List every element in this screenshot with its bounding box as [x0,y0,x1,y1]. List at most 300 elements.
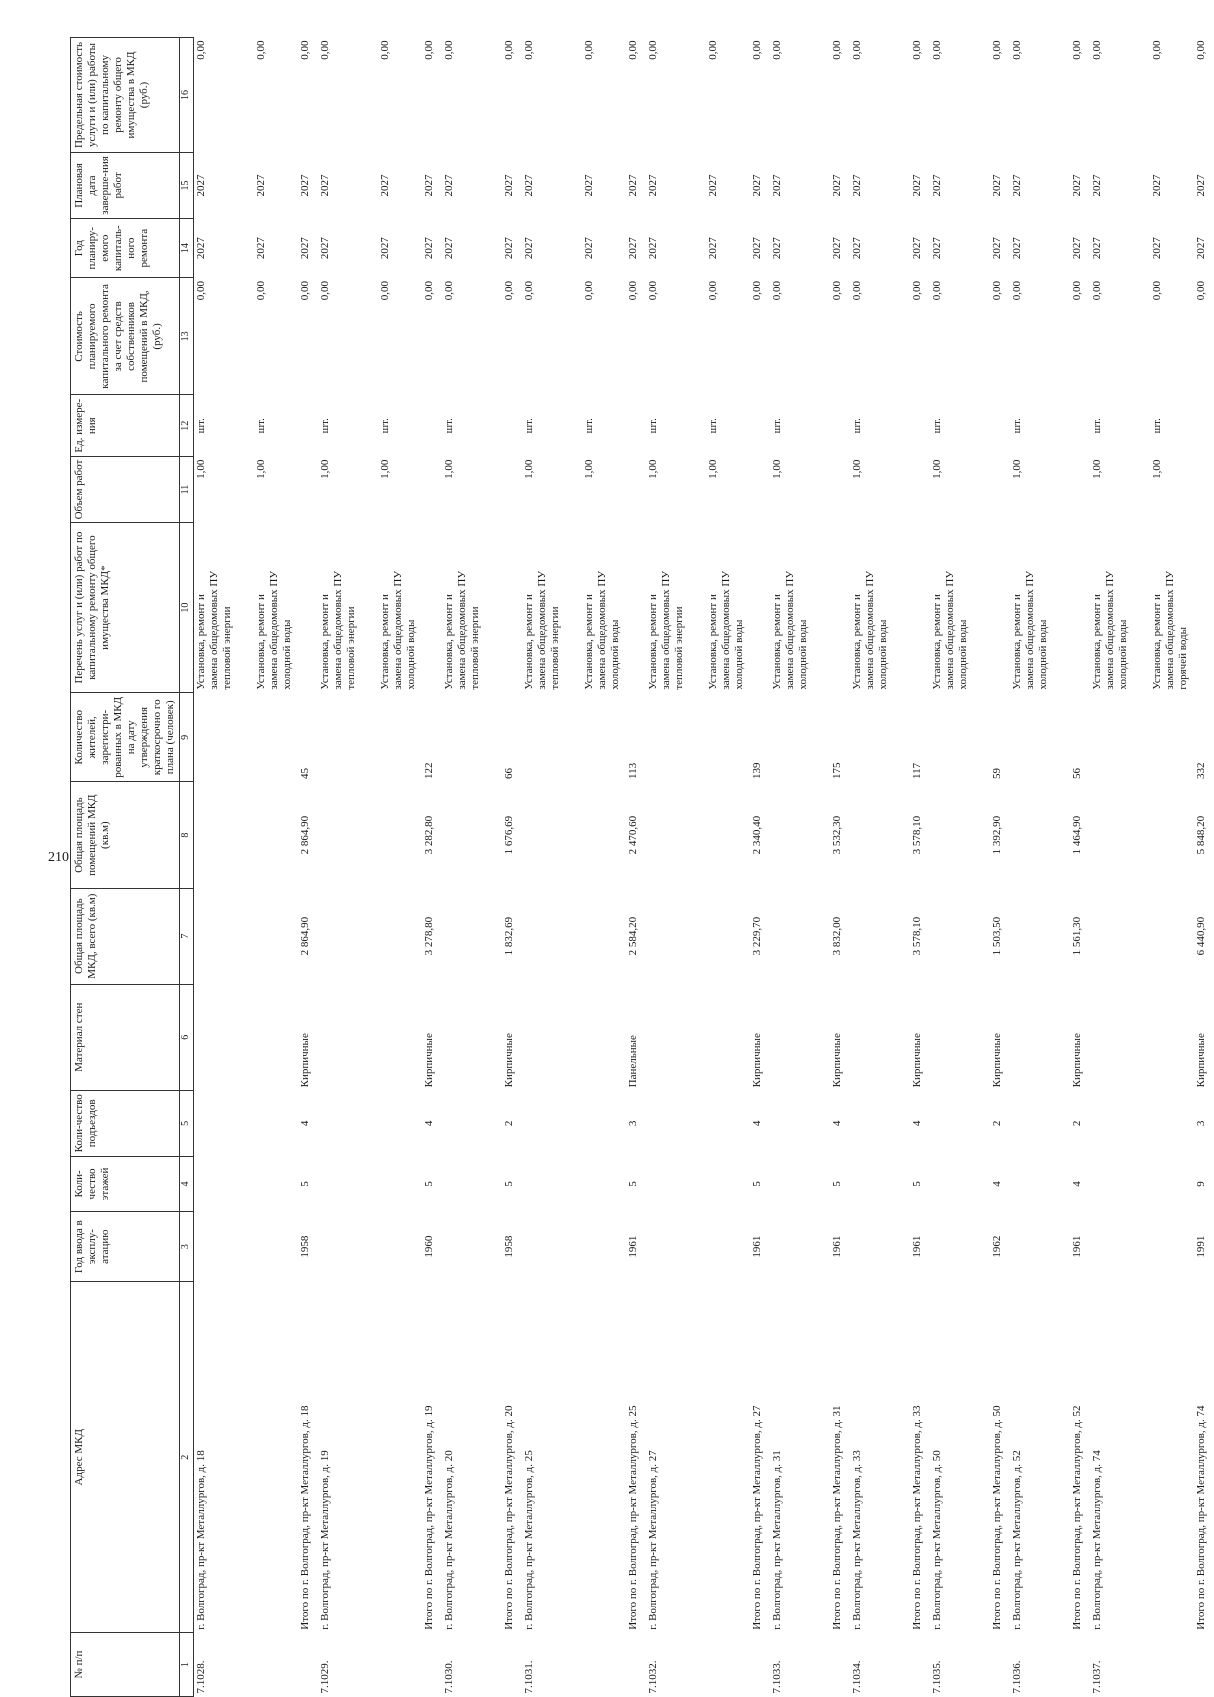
empty-cell [750,395,770,457]
empty-cell [442,888,502,984]
limit-cost: 0,00 [442,40,455,60]
work-volume: 1,00 [770,459,783,479]
limit-cost: 0,00 [706,40,719,60]
empty-cell [442,1156,502,1211]
unit-cell: шт. [318,418,331,434]
limit-cost: 0,00 [646,40,659,60]
limit-cost: 0,00 [378,40,391,60]
table-row [254,38,298,1697]
year-built: 1991 [1194,1235,1207,1258]
repair-year: 2027 [298,237,311,260]
unit-cell: шт. [378,418,391,434]
floors-count: 5 [830,1181,843,1187]
empty-cell [646,693,706,782]
empty-cell [930,1090,990,1156]
residents-count: 66 [502,767,515,779]
total-row [990,38,1010,1697]
rooms-area: 2 864,90 [298,815,311,855]
address-cell: г. Волгоград, пр-кт Металлургов, д. 19 [318,1450,331,1630]
column-number: 6 [179,984,193,1090]
empty-cell [770,782,830,888]
address-cell: г. Волгоград, пр-кт Металлургов, д. 20 [442,1450,455,1630]
empty-cell [522,1212,582,1282]
completion-date: 2027 [502,174,515,197]
empty-cell [1070,395,1090,457]
empty-cell [910,395,930,457]
empty-cell [1010,782,1070,888]
empty-cell [1010,984,1070,1090]
empty-cell [582,1156,626,1211]
work-description: Установка, ремонт и замена общедомовых ПУ холодной воды [1090,570,1129,690]
repair-year: 2027 [194,237,207,260]
table-row [318,38,378,1697]
cost-cell: 0,00 [1194,280,1207,301]
empty-cell [626,457,646,523]
cost-cell: 0,00 [850,280,863,301]
capital-repair-table [70,37,1214,1697]
empty-cell [910,457,930,523]
table-row [930,38,990,1697]
unit-cell: шт. [254,418,267,434]
unit-cell: шт. [770,418,783,434]
table-row [770,38,830,1697]
empty-cell [582,782,626,888]
total-area: 3 832,00 [830,916,843,956]
address-cell: Итого по г. Волгоград, пр-кт Металлургов, д. 33 [910,1405,923,1630]
entrances-count: 4 [750,1120,763,1127]
empty-cell [1150,693,1194,782]
work-volume: 1,00 [318,459,331,479]
completion-date: 2027 [1070,174,1083,197]
rooms-area: 1 676,69 [502,815,515,855]
empty-cell [422,1633,442,1697]
table-row [706,38,750,1697]
work-description: Установка, ремонт и замена общедомовых ПУ холодной воды [706,570,745,690]
repair-year: 2027 [990,237,1003,260]
residents-count: 332 [1194,762,1207,779]
column-header: Стоимость планируемого капитального ремонта за счет средств собственников помещений в МКД, (руб.) [71,278,180,395]
year-built: 1961 [750,1235,763,1258]
empty-cell [646,888,706,984]
limit-cost: 0,00 [1010,40,1023,60]
wall-material: Кирпичные [910,1033,923,1088]
completion-date: 2027 [770,174,783,197]
empty-cell [930,693,990,782]
empty-cell [1194,457,1214,523]
column-number: 11 [179,457,193,523]
empty-cell [582,1090,626,1156]
empty-cell [254,888,298,984]
empty-cell [750,1633,770,1697]
address-cell: Итого по г. Волгоград, пр-кт Металлургов, д. 52 [1070,1405,1083,1630]
cost-cell: 0,00 [378,280,391,301]
residents-count: 139 [750,762,763,779]
empty-cell [582,888,626,984]
row-number: 7.1032. [646,1660,659,1694]
limit-cost: 0,00 [830,40,843,60]
floors-count: 4 [1070,1181,1083,1187]
completion-date: 2027 [990,174,1003,197]
empty-cell [706,693,750,782]
empty-cell [442,984,502,1090]
total-row [502,38,522,1697]
column-number: 12 [179,395,193,457]
empty-cell [193,984,254,1090]
empty-cell [830,523,850,693]
completion-date: 2027 [1194,174,1207,197]
work-volume: 1,00 [378,459,391,479]
residents-count: 122 [422,762,435,779]
address-cell: Итого по г. Волгоград, пр-кт Металлургов, д. 27 [750,1405,763,1630]
address-cell: г. Волгоград, пр-кт Металлургов, д. 50 [930,1450,943,1630]
work-description: Установка, ремонт и замена общедомовых ПУ холодной воды [1010,570,1049,690]
repair-year: 2027 [850,237,863,260]
repair-year: 2027 [502,237,515,260]
completion-date: 2027 [830,174,843,197]
empty-cell [522,984,582,1090]
limit-cost: 0,00 [626,40,639,60]
limit-cost: 0,00 [1194,40,1207,60]
repair-year: 2027 [582,237,595,260]
empty-cell [378,693,422,782]
empty-cell [318,693,378,782]
empty-cell [626,395,646,457]
empty-cell [706,782,750,888]
column-header: Материал стен [71,984,180,1090]
limit-cost: 0,00 [254,40,267,60]
empty-cell [254,782,298,888]
cost-cell: 0,00 [706,280,719,301]
work-volume: 1,00 [930,459,943,479]
column-number: 15 [179,152,193,218]
empty-cell [930,782,990,888]
empty-cell [193,782,254,888]
unit-cell: шт. [522,418,535,434]
completion-date: 2027 [194,174,207,197]
cost-cell: 0,00 [298,280,311,301]
empty-cell [378,1212,422,1282]
address-cell: Итого по г. Волгоград, пр-кт Металлургов, д. 25 [626,1405,639,1630]
empty-cell [930,1212,990,1282]
empty-cell [318,1090,378,1156]
empty-cell [1090,693,1150,782]
unit-cell: шт. [646,418,659,434]
year-built: 1958 [502,1235,515,1258]
empty-cell [990,395,1010,457]
empty-cell [298,1633,318,1697]
empty-cell [1150,1090,1194,1156]
cost-cell: 0,00 [930,280,943,301]
empty-cell [502,395,522,457]
cost-cell: 0,00 [582,280,595,301]
row-number: 7.1035. [930,1660,943,1694]
total-area: 1 503,50 [990,916,1003,956]
empty-cell [318,888,378,984]
rooms-area: 2 340,40 [750,815,763,855]
limit-cost: 0,00 [318,40,331,60]
row-number [1150,1633,1194,1697]
empty-cell [770,693,830,782]
residents-count: 113 [626,762,639,779]
column-number: 5 [179,1090,193,1156]
address-cell: г. Волгоград, пр-кт Металлургов, д. 27 [646,1450,659,1630]
empty-cell [1010,693,1070,782]
rooms-area: 2 470,60 [626,815,639,855]
entrances-count: 3 [1194,1120,1207,1127]
empty-cell [750,523,770,693]
table-row [646,38,706,1697]
table-row [193,38,254,1697]
empty-cell [378,888,422,984]
empty-cell [1150,888,1194,984]
completion-date: 2027 [378,174,391,197]
empty-cell [254,693,298,782]
residents-count: 175 [830,762,843,779]
work-description: Установка, ремонт и замена общедомовых ПУ холодной воды [930,570,969,690]
column-header: Год ввода в эксплу-атацию [71,1212,180,1282]
repair-year: 2027 [910,237,923,260]
wall-material: Кирпичные [422,1033,435,1088]
rooms-area: 3 282,80 [422,815,435,855]
empty-cell [1010,888,1070,984]
repair-year: 2027 [830,237,843,260]
empty-cell [850,1090,910,1156]
completion-date: 2027 [298,174,311,197]
empty-cell [990,457,1010,523]
completion-date: 2027 [254,174,267,197]
floors-count: 5 [750,1181,763,1187]
completion-date: 2027 [1090,174,1103,197]
empty-cell [442,1212,502,1282]
empty-cell [522,1090,582,1156]
limit-cost: 0,00 [930,40,943,60]
total-row [626,38,646,1697]
entrances-count: 2 [1070,1120,1083,1127]
year-built: 1960 [422,1235,435,1258]
cost-cell: 0,00 [750,280,763,301]
empty-cell [1194,1633,1214,1697]
completion-date: 2027 [522,174,535,197]
unit-cell: шт. [1150,418,1163,434]
repair-year: 2027 [930,237,943,260]
empty-cell [1010,1156,1070,1211]
limit-cost: 0,00 [502,40,515,60]
address-cell [706,1282,750,1633]
rooms-area: 3 532,30 [830,815,843,855]
empty-cell [522,888,582,984]
empty-cell [626,1633,646,1697]
address-cell: Итого по г. Волгоград, пр-кт Металлургов, д. 74 [1194,1405,1207,1630]
floors-count: 5 [422,1181,435,1187]
total-row [910,38,930,1697]
table-row [1150,38,1194,1697]
empty-cell [850,782,910,888]
empty-cell [770,1212,830,1282]
empty-cell [830,395,850,457]
empty-cell [990,1633,1010,1697]
address-cell [582,1282,626,1633]
work-volume: 1,00 [442,459,455,479]
total-row [422,38,442,1697]
empty-cell [254,1156,298,1211]
total-area: 2 864,90 [298,916,311,956]
cost-cell: 0,00 [1090,280,1103,301]
address-cell: г. Волгоград, пр-кт Металлургов, д. 25 [522,1450,535,1630]
empty-cell [850,984,910,1090]
cost-cell: 0,00 [1070,280,1083,301]
table-row [1090,38,1150,1697]
completion-date: 2027 [626,174,639,197]
completion-date: 2027 [582,174,595,197]
empty-cell [830,457,850,523]
wall-material: Кирпичные [1194,1033,1207,1088]
unit-cell: шт. [1090,418,1103,434]
empty-cell [1150,782,1194,888]
column-header: Предельная стоимость услуги и (или) работы по капитальному ремонту общего имущества в МКД (руб.) [71,38,180,153]
total-area: 3 278,80 [422,916,435,956]
address-cell: г. Волгоград, пр-кт Металлургов, д. 74 [1090,1450,1103,1630]
empty-cell [1090,1156,1150,1211]
limit-cost: 0,00 [770,40,783,60]
floors-count: 5 [626,1181,639,1187]
residents-count: 59 [990,767,1003,779]
column-number: 7 [179,888,193,984]
unit-cell: шт. [1010,418,1023,434]
empty-cell [422,457,442,523]
work-description: Установка, ремонт и замена общедомовых ПУ горячей воды [1150,570,1189,690]
empty-cell [1090,1212,1150,1282]
year-built: 1961 [830,1235,843,1258]
empty-cell [1090,984,1150,1090]
empty-cell [930,1156,990,1211]
row-number: 7.1029. [318,1660,331,1694]
limit-cost: 0,00 [850,40,863,60]
limit-cost: 0,00 [298,40,311,60]
limit-cost: 0,00 [990,40,1003,60]
empty-cell [582,1212,626,1282]
year-built: 1961 [1070,1235,1083,1258]
repair-year: 2027 [626,237,639,260]
work-volume: 1,00 [646,459,659,479]
limit-cost: 0,00 [750,40,763,60]
column-header: Плановая дата заверше-ния работ [71,152,180,218]
empty-cell [422,395,442,457]
floors-count: 5 [910,1181,923,1187]
repair-year: 2027 [750,237,763,260]
cost-cell: 0,00 [194,280,207,301]
total-row [830,38,850,1697]
column-number: 9 [179,693,193,782]
cost-cell: 0,00 [522,280,535,301]
limit-cost: 0,00 [422,40,435,60]
unit-cell: шт. [582,418,595,434]
limit-cost: 0,00 [1090,40,1103,60]
empty-cell [422,523,442,693]
row-number [254,1633,298,1697]
empty-cell [318,1156,378,1211]
repair-year: 2027 [1090,237,1103,260]
limit-cost: 0,00 [194,40,207,60]
floors-count: 9 [1194,1181,1207,1187]
rooms-area: 1 464,90 [1070,815,1083,855]
repair-year: 2027 [1194,237,1207,260]
empty-cell [254,1090,298,1156]
empty-cell [1150,984,1194,1090]
repair-year: 2027 [378,237,391,260]
empty-cell [502,1633,522,1697]
empty-cell [646,984,706,1090]
year-built: 1958 [298,1235,311,1258]
address-cell: Итого по г. Волгоград, пр-кт Металлургов, д. 31 [830,1405,843,1630]
row-number: 7.1030. [442,1660,455,1694]
total-area: 2 584,20 [626,916,639,956]
empty-cell [298,523,318,693]
entrances-count: 2 [502,1120,515,1127]
column-number: 4 [179,1156,193,1211]
empty-cell [770,1156,830,1211]
empty-cell [706,1156,750,1211]
cost-cell: 0,00 [1150,280,1163,301]
total-area: 1 561,30 [1070,916,1083,956]
year-built: 1962 [990,1235,1003,1258]
empty-cell [522,1156,582,1211]
empty-cell [442,1090,502,1156]
cost-cell: 0,00 [254,280,267,301]
total-row [298,38,318,1697]
year-built: 1961 [626,1235,639,1258]
work-description: Установка, ремонт и замена общедомовых ПУ холодной воды [850,570,889,690]
empty-cell [646,1156,706,1211]
repair-year: 2027 [706,237,719,260]
entrances-count: 4 [422,1120,435,1127]
column-header: Год планиру-емого капиталь-ного ремонта [71,218,180,278]
column-header: № п/п [71,1633,180,1697]
empty-cell [1090,1090,1150,1156]
work-volume: 1,00 [1010,459,1023,479]
empty-cell [318,1212,378,1282]
column-header: Перечень услуг и (или) работ по капитальному ремонту общего имущества МКД* [71,523,180,693]
column-number: 1 [179,1633,193,1697]
empty-cell [626,523,646,693]
page-number: 210 [48,850,69,865]
completion-date: 2027 [1010,174,1023,197]
residents-count: 56 [1070,767,1083,779]
rooms-area: 5 848,20 [1194,815,1207,855]
total-row [1194,38,1214,1697]
unit-cell: шт. [850,418,863,434]
column-number-row [179,38,193,1697]
table-row [582,38,626,1697]
column-header: Количество жителей, зарегистри-рованных в МКД на дату утверждения краткосрочно го плана (человек) [71,693,180,782]
empty-cell [646,1090,706,1156]
work-description: Установка, ремонт и замена общедомовых ПУ тепловой энергии [318,570,357,690]
table-body [193,38,1214,1697]
work-volume: 1,00 [1090,459,1103,479]
total-area: 3 229,70 [750,916,763,956]
floors-count: 4 [990,1181,1003,1187]
empty-cell [770,1090,830,1156]
repair-year: 2027 [442,237,455,260]
empty-cell [990,523,1010,693]
empty-cell [193,1212,254,1282]
wall-material: Кирпичные [750,1033,763,1088]
row-number: 7.1033. [770,1660,783,1694]
entrances-count: 3 [626,1120,639,1127]
empty-cell [910,1633,930,1697]
empty-cell [254,1212,298,1282]
empty-cell [522,782,582,888]
empty-cell [193,693,254,782]
